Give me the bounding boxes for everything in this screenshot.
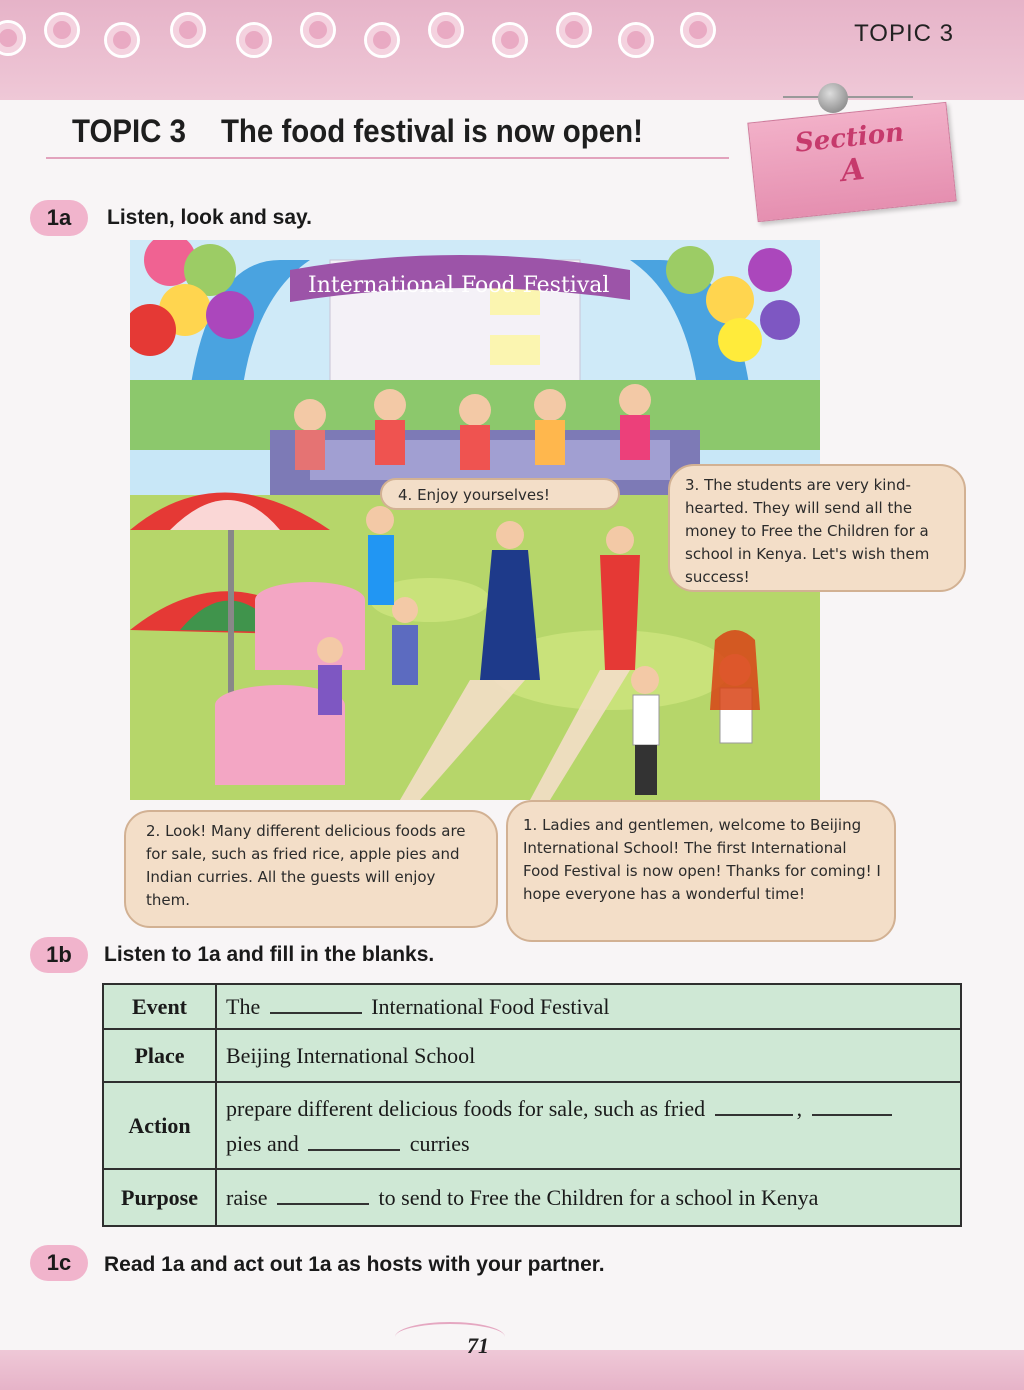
footer-band — [0, 1350, 1024, 1390]
row-head-action: Action — [103, 1082, 216, 1169]
instruction-1a: Listen, look and say. — [107, 206, 312, 229]
section-word: Section — [793, 117, 906, 159]
fill-in-table — [102, 983, 962, 1227]
header-topic-label: TOPIC 3 — [854, 20, 954, 47]
table-row-event — [103, 984, 961, 1029]
table-row-place — [103, 1029, 961, 1082]
badge-1b: 1b — [30, 937, 88, 973]
speech-bubble-4: 4. Enjoy yourselves! — [380, 478, 620, 510]
event-before-text: The — [226, 993, 261, 1019]
speech-bubble-1: 1. Ladies and gentlemen, welcome to Beijing International School! The first International Food Festival is now open! Thanks for coming! I hope everyone has a wonderful time! — [506, 800, 896, 942]
row-cell-action — [216, 1082, 961, 1169]
section-letter: A — [839, 151, 867, 190]
banner-text: International Food Festival — [308, 273, 610, 298]
title-underline — [46, 157, 729, 159]
hanging-string — [783, 96, 913, 98]
row-head-place: Place — [103, 1029, 216, 1082]
title-topic: TOPIC 3 — [72, 113, 186, 149]
binder-rings-decoration — [0, 10, 740, 60]
event-after-text: International Food Festival — [371, 993, 610, 1019]
row-head-purpose: Purpose — [103, 1169, 216, 1226]
action-line1-text: prepare different delicious foods for sale, such as fried — [226, 1095, 706, 1121]
row-cell-purpose — [216, 1169, 961, 1226]
speech-bubble-3: 3. The students are very kind-hearted. They will send all the money to Free the Children for a school in Kenya. Let's wish them success! — [668, 464, 966, 592]
action-line2-start-text: pies and — [226, 1130, 299, 1156]
blank-action-1[interactable] — [715, 1096, 793, 1116]
row-head-event: Event — [103, 984, 216, 1029]
table-row-purpose — [103, 1169, 961, 1226]
action-comma: , — [796, 1095, 803, 1121]
blank-action-2[interactable] — [812, 1096, 892, 1116]
blank-action-3[interactable] — [308, 1131, 400, 1151]
badge-1a: 1a — [30, 200, 88, 236]
instruction-1c: Read 1a and act out 1a as hosts with your partner. — [104, 1253, 605, 1276]
page-number: 71 — [467, 1333, 489, 1358]
pushpin-icon — [818, 83, 848, 113]
instruction-1b: Listen to 1a and fill in the blanks. — [104, 943, 435, 966]
blank-purpose[interactable] — [277, 1185, 369, 1205]
purpose-after-text: to send to Free the Children for a school in Kenya — [378, 1184, 819, 1210]
section-tag — [747, 102, 956, 222]
action-line2-end-text: curries — [409, 1130, 470, 1156]
purpose-before-text: raise — [226, 1184, 268, 1210]
row-cell-place: Beijing International School — [216, 1029, 961, 1082]
title-text: The food festival is now open! — [220, 113, 643, 149]
badge-1c: 1c — [30, 1245, 88, 1281]
row-cell-event — [216, 984, 961, 1029]
speech-bubble-2: 2. Look! Many different delicious foods are for sale, such as fried rice, apple pies and Indian curries. All the guests will enjoy them. — [124, 810, 498, 928]
page-title — [72, 113, 643, 150]
table-row-action — [103, 1082, 961, 1169]
blank-event[interactable] — [270, 994, 362, 1014]
